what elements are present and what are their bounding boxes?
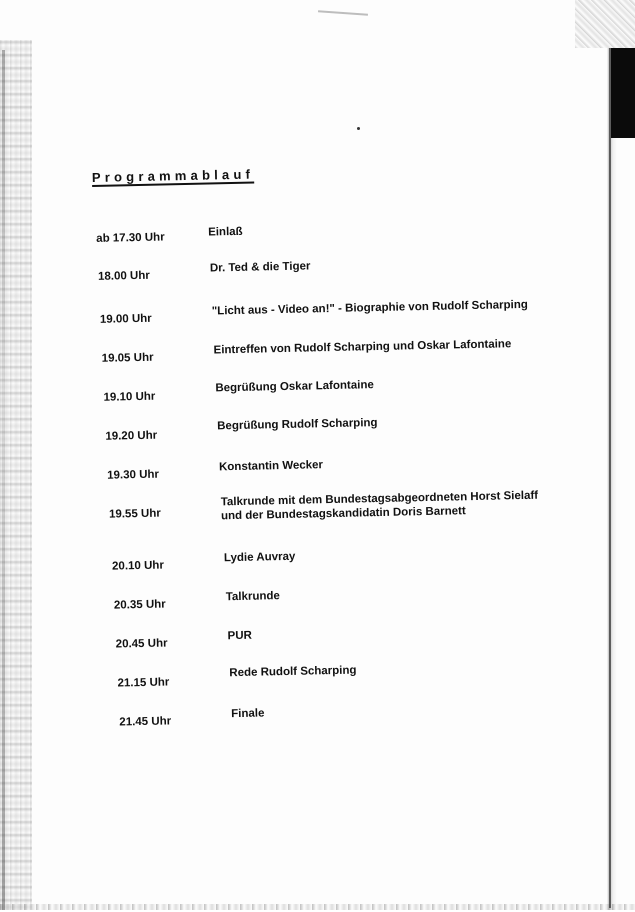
schedule-event: "Licht aus - Video an!" - Biographie von Rudolf Scharping <box>211 298 528 318</box>
schedule-time: ab 17.30 Uhr <box>96 231 165 245</box>
schedule-time: 19.10 Uhr <box>103 390 156 404</box>
schedule-time: 18.00 Uhr <box>97 269 150 283</box>
schedule-time: 21.45 Uhr <box>119 715 172 729</box>
schedule-event: Dr. Ted & die Tiger <box>209 260 311 275</box>
schedule-event: Finale <box>231 707 265 721</box>
schedule-time: 19.20 Uhr <box>105 429 158 443</box>
schedule-event: Talkrunde mit dem Bundestagsabgeordneten Horst Sielaff <box>220 489 539 509</box>
schedule-event: Eintreffen von Rudolf Scharping und Oskar Lafontaine <box>213 338 512 357</box>
schedule-time: 19.55 Uhr <box>108 507 161 521</box>
schedule-event: Talkrunde <box>225 590 280 604</box>
schedule-event: Begrüßung Oskar Lafontaine <box>215 379 374 395</box>
schedule-event: PUR <box>227 629 252 643</box>
schedule-event: Rede Rudolf Scharping <box>229 664 357 680</box>
schedule-event: Konstantin Wecker <box>218 459 324 474</box>
schedule-time: 19.30 Uhr <box>107 468 160 482</box>
schedule-time: 20.45 Uhr <box>115 637 168 651</box>
page-title: Programmablauf <box>91 166 255 185</box>
schedule-event-line2: und der Bundestagskandidatin Doris Barnett <box>220 505 466 523</box>
schedule-time: 21.15 Uhr <box>117 676 170 690</box>
schedule-time: 20.35 Uhr <box>113 598 166 612</box>
schedule-time: 19.00 Uhr <box>99 312 152 326</box>
schedule-event: Begrüßung Rudolf Scharping <box>217 417 378 433</box>
schedule-event: Einlaß <box>208 225 243 239</box>
schedule-time: 20.10 Uhr <box>111 559 164 573</box>
schedule-event: Lydie Auvray <box>223 550 296 565</box>
schedule-time: 19.05 Uhr <box>101 351 154 365</box>
